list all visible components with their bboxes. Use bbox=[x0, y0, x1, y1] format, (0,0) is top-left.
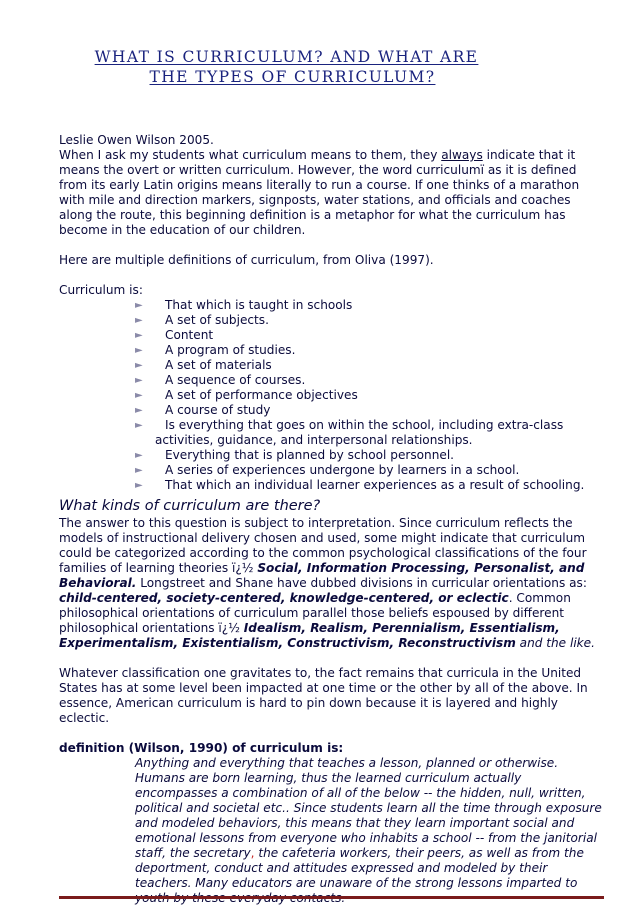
list-item: ► That which is taught in schools bbox=[135, 298, 353, 312]
oliva-paragraph: Here are multiple definitions of curriculum, from Oliva (1997). bbox=[59, 253, 434, 267]
bullet-arrow-icon: ► bbox=[135, 450, 143, 461]
bullet-arrow-icon: ► bbox=[135, 345, 143, 356]
bullet-arrow-icon: ► bbox=[135, 375, 143, 386]
list-item: ► A set of subjects. bbox=[135, 313, 269, 327]
list-item: ► That which an individual learner experiences as a result of schooling. bbox=[135, 478, 585, 492]
list-item: ► Everything that is planned by school personnel. bbox=[135, 448, 455, 462]
footer-rule bbox=[59, 896, 604, 899]
list-item: ► Is everything that goes on within the school, including extra-class bbox=[135, 418, 564, 432]
list-item: ► A sequence of courses. bbox=[135, 373, 306, 387]
philosophical-orientations: Idealism, Realism, Perennialism, Essentialism, Experimentalism, Existentialism, Constructivism, Reconstructivism bbox=[59, 621, 560, 650]
bullet-arrow-icon: ► bbox=[135, 465, 143, 476]
learning-theories: Social, Information Processing, Personalist, and Behavioral. bbox=[59, 561, 585, 590]
bullet-arrow-icon: ► bbox=[135, 330, 143, 341]
bullet-arrow-icon: ► bbox=[135, 315, 143, 326]
bullet-arrow-icon: ► bbox=[135, 480, 143, 491]
whatever-paragraph: Whatever classification one gravitates to, the fact remains that curricula in the United States has at some level been impacted at one time or the other by all of the above. In essence, American curriculum is hard to pin down because it is layered and highly eclectic. bbox=[59, 666, 588, 725]
bullet-arrow-icon: ► bbox=[135, 390, 143, 401]
list-item: ► A program of studies. bbox=[135, 343, 296, 357]
page-title bbox=[0, 47, 638, 87]
title-line-1: WHAT IS CURRICULUM? AND WHAT ARE bbox=[94, 48, 479, 66]
intro-text-b: indicate that it means the overt or written curriculum. However, the word curriculumï as it is defined from its early Latin origins means literally to run a course. If one thinks of a marathon with mile and direction markers, signposts, water stations, and officials and coaches along the route, this beginning definition is a metaphor for what the curriculum has become in the education of our children. bbox=[59, 148, 580, 237]
definitions-list bbox=[59, 298, 604, 493]
bullet-arrow-icon: ► bbox=[135, 405, 143, 416]
curricular-orientations: child-centered, society-centered, knowledge-centered, or eclectic bbox=[59, 591, 509, 605]
list-item: ► A set of performance objectives bbox=[135, 388, 358, 402]
curriculum-is-label: Curriculum is: bbox=[59, 283, 143, 297]
intro-text-a: When I ask my students what curriculum means to them, they bbox=[59, 148, 442, 162]
bullet-arrow-icon: ► bbox=[135, 420, 143, 431]
bullet-arrow-icon: ► bbox=[135, 360, 143, 371]
author-line: Leslie Owen Wilson 2005. bbox=[59, 133, 214, 147]
list-item-continuation: activities, guidance, and interpersonal relationships. bbox=[155, 433, 473, 447]
kinds-heading: What kinds of curriculum are there? bbox=[59, 498, 321, 514]
intro-paragraph bbox=[59, 148, 604, 238]
definition-heading: definition (Wilson, 1990) of curriculum is: bbox=[59, 741, 344, 755]
list-item: ► A set of materials bbox=[135, 358, 272, 372]
emphasis-always: always bbox=[441, 148, 483, 162]
title-line-2: THE TYPES OF CURRICULUM? bbox=[149, 68, 436, 86]
list-item: ► Content bbox=[135, 328, 214, 342]
definition-quote: Anything and everything that teaches a lesson, planned or otherwise. Humans are born learning, thus the learned curriculum actually encompasses a combination of all of the below -- the hidden, null, written, political and societal etc.. Since students learn all the time through exposure and modeled behaviors, this means that they learn important social and emotional lessons from everyone who inhabits a school -- from the janitorial staff, the secretary, the cafeteria workers, their peers, as well as from the deportment, conduct and attitudes expressed and modeled by their teachers. Many educators are unaware of the strong lessons imparted to bbox=[135, 756, 602, 890]
kinds-paragraph: The answer to this question is subject to interpretation. Since curriculum reflects the models of instructional delivery chosen and used, some might indicate that curriculum could be categorized according to the common psychological classifications of the four families of learning theories ï¿½ Social, Information Processing, Personalist, and Behavioral. Longstreet and Shane have dubbed divisions in curricular orientations as: child-centered, society-centered, knowledge-centered, or eclectic. Common philosophical orientations of curriculum parallel those beliefs espoused by different philosophical orientations ï¿½ Idealism, Realism, Perennialism, Essentialism, Experimentalism, Existentialism, Constructivism, Reconstructivism and the like. bbox=[59, 516, 595, 650]
edit-mark: , bbox=[250, 846, 255, 860]
bullet-arrow-icon: ► bbox=[135, 300, 143, 311]
list-item: ► A series of experiences undergone by learners in a school. bbox=[135, 463, 520, 477]
document-body bbox=[59, 133, 604, 906]
list-item: ► A course of study bbox=[135, 403, 271, 417]
